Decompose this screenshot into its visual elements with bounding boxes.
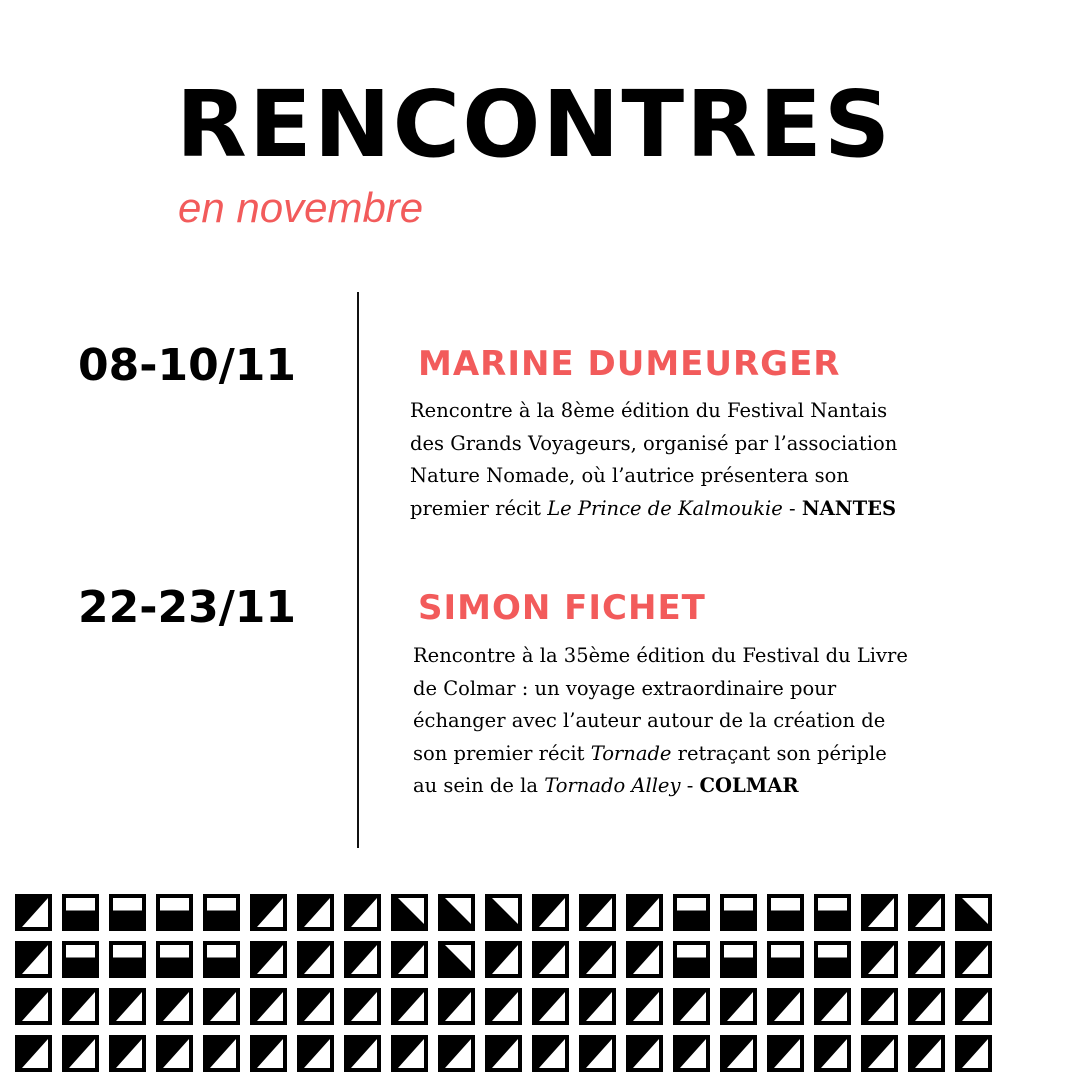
triangle-tile-icon — [814, 988, 851, 1025]
triangle-tile-icon — [579, 894, 616, 931]
triangle-tile-icon — [438, 1035, 475, 1072]
triangle-tile-icon — [814, 941, 851, 978]
event-1-separator: - — [782, 496, 802, 520]
triangle-tile-icon — [156, 894, 193, 931]
triangle-tile-icon — [62, 941, 99, 978]
triangle-tile-icon — [579, 988, 616, 1025]
triangle-tile-icon — [15, 1035, 52, 1072]
triangle-tile-icon — [391, 894, 428, 931]
triangle-tile-icon — [203, 941, 240, 978]
triangle-tile-icon — [438, 988, 475, 1025]
triangle-tile-icon — [767, 1035, 804, 1072]
triangle-tile-icon — [438, 894, 475, 931]
event-description-2 — [413, 640, 1003, 803]
triangle-tile-icon — [109, 941, 146, 978]
event-2-book-title: Tornade — [590, 741, 672, 765]
triangle-tile-icon — [344, 941, 381, 978]
triangle-tile-icon — [861, 941, 898, 978]
triangle-tile-icon — [814, 1035, 851, 1072]
triangle-tile-icon — [203, 1035, 240, 1072]
event-1-line-2: des Grands Voyageurs, organisé par l’association — [410, 431, 898, 455]
event-author-1: MARINE DUMEURGER — [418, 344, 841, 384]
triangle-tile-icon — [861, 1035, 898, 1072]
triangle-tile-icon — [626, 894, 663, 931]
triangle-tile-icon — [62, 988, 99, 1025]
event-2-line-3: échanger avec l’auteur autour de la création de — [413, 709, 886, 732]
triangle-tile-icon — [955, 988, 992, 1025]
triangle-tile-icon — [908, 941, 945, 978]
triangle-tile-icon — [485, 894, 522, 931]
triangle-tile-icon — [156, 988, 193, 1025]
event-date-1: 08-10/11 — [78, 340, 297, 391]
triangle-tile-icon — [955, 894, 992, 931]
triangle-tile-icon — [62, 1035, 99, 1072]
event-author-2: SIMON FICHET — [418, 588, 706, 628]
triangle-tile-icon — [720, 1035, 757, 1072]
triangle-tile-icon — [109, 988, 146, 1025]
vertical-divider — [357, 292, 359, 848]
triangle-tile-icon — [861, 894, 898, 931]
event-date-2: 22-23/11 — [78, 582, 297, 633]
event-1-book-title: Le Prince de Kalmoukie — [547, 496, 783, 520]
triangle-tile-icon — [391, 1035, 428, 1072]
triangle-tile-icon — [62, 894, 99, 931]
triangle-tile-icon — [908, 894, 945, 931]
triangle-tile-icon — [626, 988, 663, 1025]
triangle-tile-icon — [109, 894, 146, 931]
triangle-tile-icon — [673, 988, 710, 1025]
triangle-tile-icon — [720, 894, 757, 931]
event-2-line-4-suffix: retraçant son périple — [671, 741, 887, 765]
triangle-tile-icon — [438, 941, 475, 978]
decorative-tile-pattern — [15, 894, 1071, 1078]
triangle-tile-icon — [297, 941, 334, 978]
event-2-line-2: de Colmar : un voyage extraordinaire pour — [413, 676, 837, 700]
page-title: RENCONTRES — [176, 71, 893, 178]
triangle-tile-icon — [344, 894, 381, 931]
event-1-line-3: Nature Nomade, où l’autrice présentera son — [410, 464, 849, 487]
triangle-tile-icon — [297, 1035, 334, 1072]
triangle-tile-icon — [814, 894, 851, 931]
triangle-tile-icon — [767, 941, 804, 978]
event-1-line-4-prefix: premier récit — [410, 496, 548, 520]
triangle-tile-icon — [532, 941, 569, 978]
triangle-tile-icon — [532, 1035, 569, 1072]
event-2-line-5-prefix: au sein de la — [413, 774, 545, 797]
triangle-tile-icon — [579, 941, 616, 978]
event-2-line-4-prefix: son premier récit — [413, 741, 591, 765]
event-2-place-title: Tornado Alley — [544, 774, 681, 797]
triangle-tile-icon — [391, 941, 428, 978]
triangle-tile-icon — [344, 1035, 381, 1072]
triangle-tile-icon — [109, 1035, 146, 1072]
triangle-tile-icon — [250, 988, 287, 1025]
triangle-tile-icon — [297, 894, 334, 931]
triangle-tile-icon — [156, 941, 193, 978]
triangle-tile-icon — [673, 894, 710, 931]
triangle-tile-icon — [15, 894, 52, 931]
triangle-tile-icon — [391, 988, 428, 1025]
triangle-tile-icon — [720, 988, 757, 1025]
triangle-tile-icon — [908, 1035, 945, 1072]
triangle-tile-icon — [861, 988, 898, 1025]
triangle-tile-icon — [250, 894, 287, 931]
event-2-line-1: Rencontre à la 35ème édition du Festival du Livre — [413, 644, 908, 667]
triangle-tile-icon — [203, 894, 240, 931]
triangle-tile-icon — [532, 988, 569, 1025]
event-1-line-1: Rencontre à la 8ème édition du Festival Nantais — [410, 399, 888, 422]
triangle-tile-icon — [15, 988, 52, 1025]
triangle-tile-icon — [908, 988, 945, 1025]
page-subtitle: en novembre — [178, 184, 424, 231]
triangle-tile-icon — [297, 988, 334, 1025]
triangle-tile-icon — [673, 941, 710, 978]
triangle-tile-icon — [767, 894, 804, 931]
triangle-tile-icon — [579, 1035, 616, 1072]
triangle-tile-icon — [485, 1035, 522, 1072]
triangle-tile-icon — [955, 1035, 992, 1072]
event-2-city: COLMAR — [699, 774, 799, 797]
triangle-tile-icon — [767, 988, 804, 1025]
triangle-tile-icon — [485, 941, 522, 978]
triangle-tile-icon — [720, 941, 757, 978]
event-1-city: NANTES — [801, 496, 897, 520]
triangle-tile-icon — [250, 1035, 287, 1072]
triangle-tile-icon — [955, 941, 992, 978]
triangle-tile-icon — [673, 1035, 710, 1072]
triangle-tile-icon — [15, 941, 52, 978]
triangle-tile-icon — [626, 941, 663, 978]
triangle-tile-icon — [250, 941, 287, 978]
triangle-tile-icon — [626, 1035, 663, 1072]
triangle-tile-icon — [485, 988, 522, 1025]
event-2-separator: - — [680, 774, 700, 797]
triangle-tile-icon — [203, 988, 240, 1025]
triangle-tile-icon — [532, 894, 569, 931]
triangle-tile-icon — [156, 1035, 193, 1072]
event-description-1 — [410, 395, 1000, 525]
triangle-tile-icon — [344, 988, 381, 1025]
